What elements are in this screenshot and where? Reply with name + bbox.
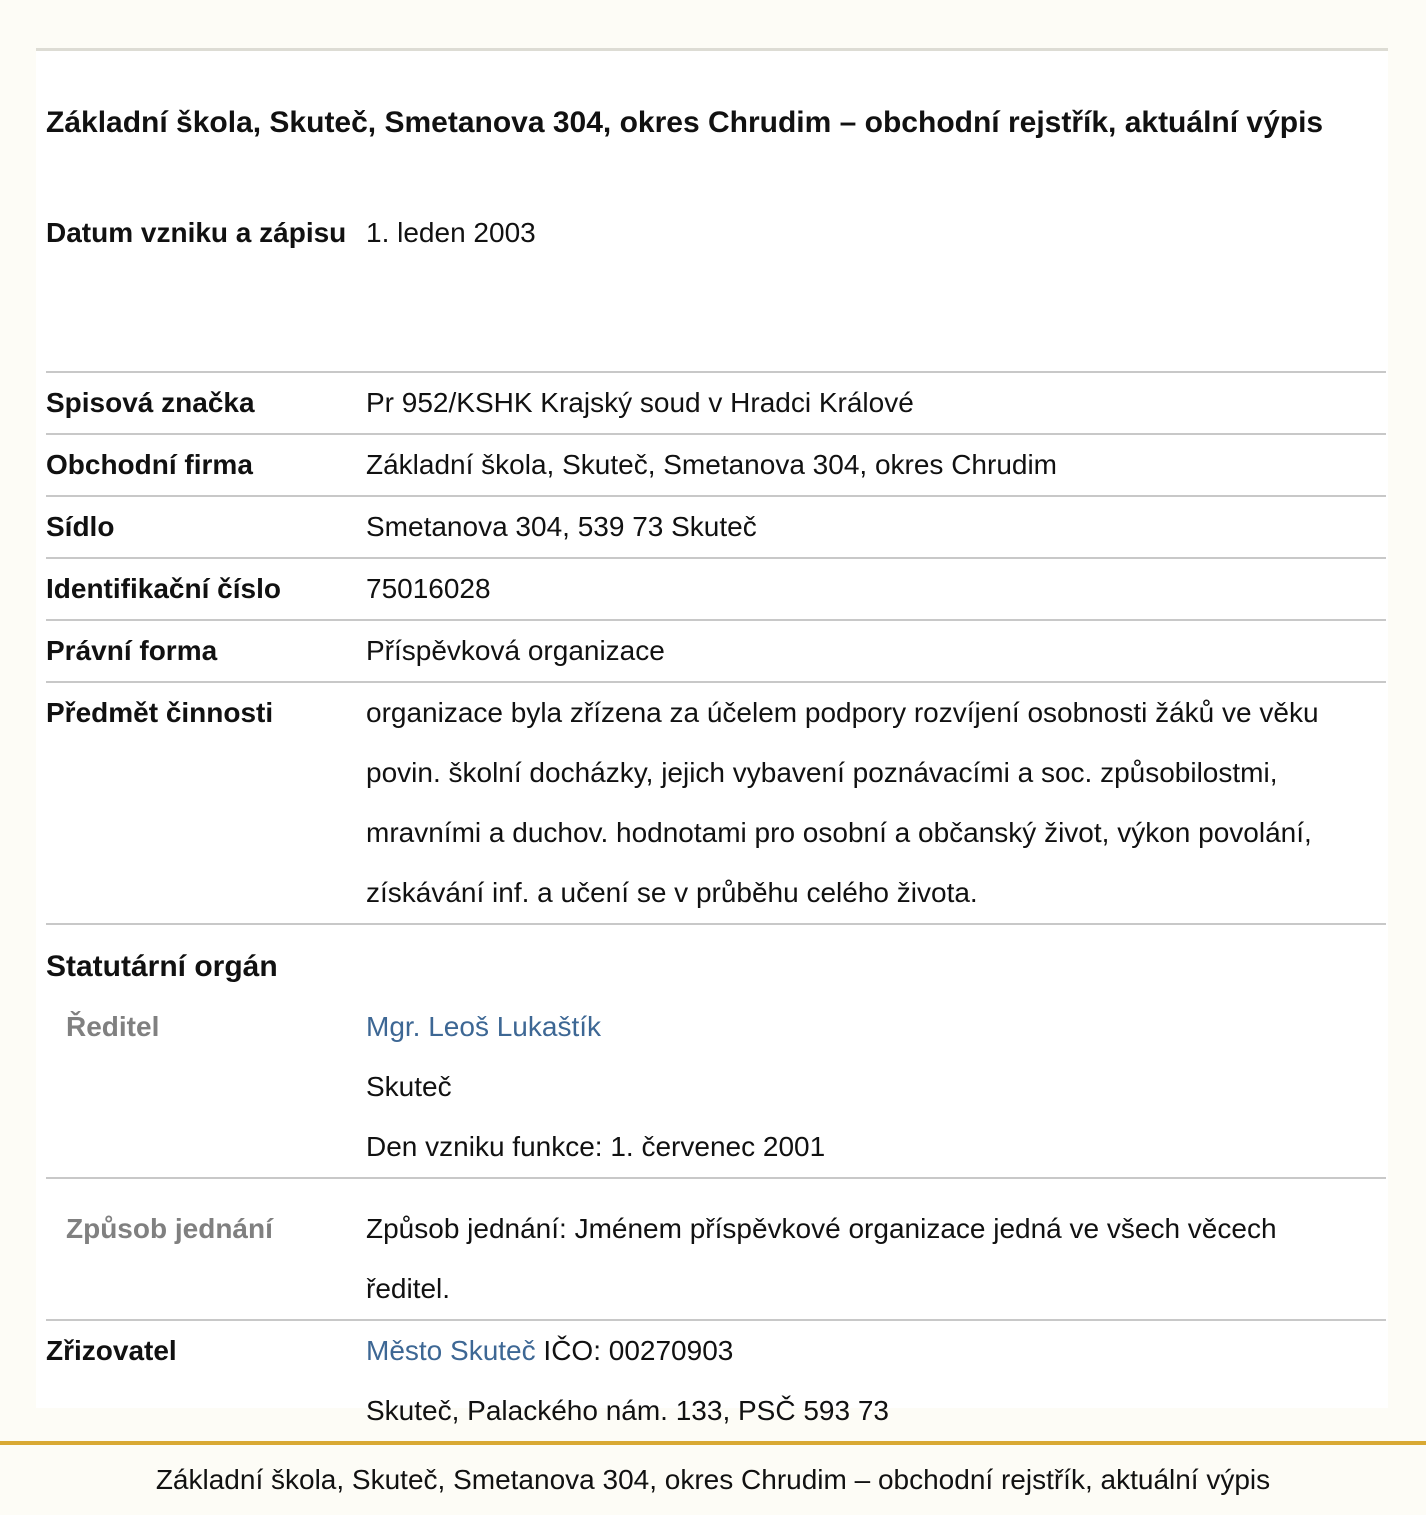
row-label: Spisová značka (46, 387, 255, 418)
person-city: Skuteč (366, 1071, 452, 1102)
row-identifikacni-cislo (46, 559, 1386, 621)
row-zrizovatel (46, 1321, 1386, 1443)
page-title: Základní škola, Skuteč, Smetanova 304, okres Chrudim – obchodní rejstřík, aktuální výpis (46, 106, 1324, 139)
row-obchodni-firma (46, 435, 1386, 497)
row-label: Identifikační číslo (46, 573, 281, 604)
row-sidlo (46, 497, 1386, 559)
row-label: Obchodní firma (46, 449, 253, 480)
row-value: Smetanova 304, 539 73 Skuteč (366, 511, 757, 542)
row-value: Pr 952/KSHK Krajský soud v Hradci Králové (366, 387, 914, 418)
row-label: Způsob jednání (66, 1213, 273, 1244)
row-label: Sídlo (46, 511, 115, 542)
zrizovatel-link[interactable]: Město Skuteč (366, 1335, 536, 1366)
zrizovatel-address: Skuteč, Palackého nám. 133, PSČ 593 73 (366, 1395, 889, 1426)
row-spisova-znacka (46, 373, 1386, 435)
row-label: Datum vzniku a zápisu (46, 217, 347, 248)
row-value (366, 997, 1386, 1177)
person-link[interactable]: Mgr. Leoš Lukaštík (366, 1011, 602, 1042)
row-value: 1. leden 2003 (366, 217, 536, 248)
row-datum-vzniku (46, 203, 1386, 373)
row-value: Způsob jednání: Jménem příspěvkové organizace jedná ve všech věcech ředitel. (366, 1213, 1277, 1304)
registry-table (46, 203, 1386, 1443)
section-heading-statutarni-organ: Statutární orgán (46, 950, 278, 983)
row-value: 75016028 (366, 573, 491, 604)
zrizovatel-ico: IČO: 00270903 (543, 1335, 734, 1366)
row-label: Ředitel (66, 1011, 160, 1042)
row-value: Příspěvková organizace (366, 635, 665, 666)
row-value: organizace byla zřízena za účelem podpory rozvíjení osobnosti žáků ve věku povin. školní docházky, jejich vybavení poznávacími a soc. způsobilostmi, mravními a duchov. hodnotami pro osobní a občanský život, výkon povolání, získávání inf. a učení se v průběhu celého života. (366, 697, 1319, 908)
row-value: Základní škola, Skuteč, Smetanova 304, okres Chrudim (366, 449, 1058, 480)
row-label: Zřizovatel (46, 1335, 177, 1366)
footer-text: Základní škola, Skuteč, Smetanova 304, okres Chrudim – obchodní rejstřík, aktuální výpis (155, 1464, 1271, 1495)
footer (0, 1441, 1426, 1514)
row-label: Právní forma (46, 635, 218, 666)
row-value (366, 1321, 1386, 1441)
row-predmet-cinnosti (46, 683, 1386, 925)
person-since: Den vzniku funkce: 1. červenec 2001 (366, 1131, 826, 1162)
registry-card (36, 48, 1388, 1426)
row-label: Předmět činnosti (46, 697, 274, 728)
row-zpusob-jednani (46, 1179, 1386, 1321)
row-pravni-forma (46, 621, 1386, 683)
row-reditel (46, 997, 1386, 1179)
